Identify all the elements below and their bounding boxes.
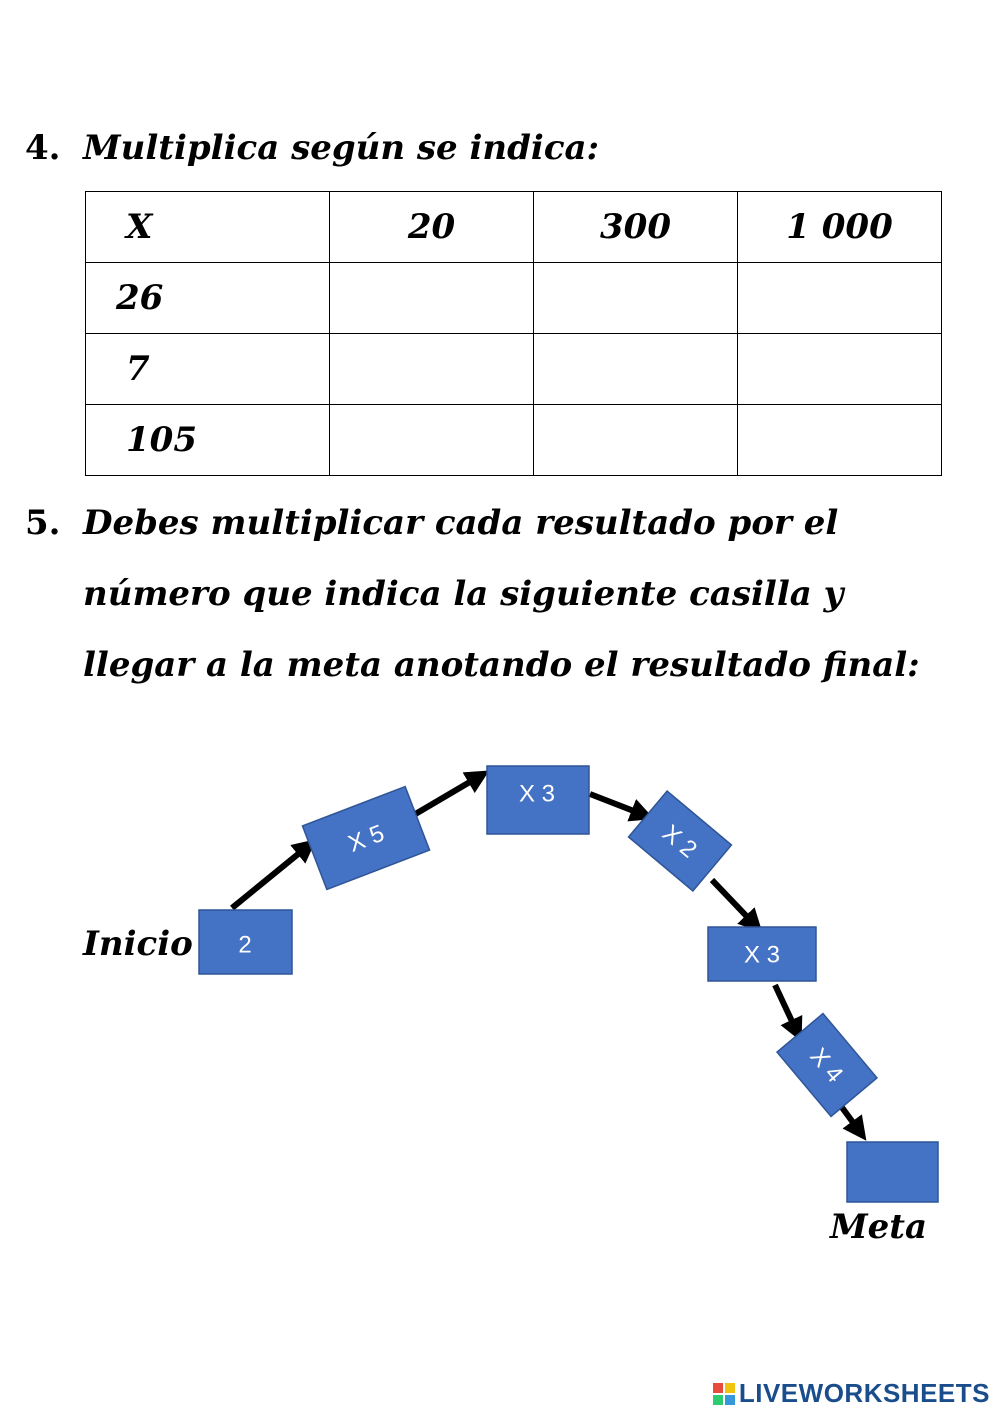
question-5-line: Debes multiplicar cada resultado por el xyxy=(83,503,839,543)
step-box xyxy=(708,927,816,981)
liveworksheets-logo xyxy=(713,1378,990,1409)
step-box-label: X 3 xyxy=(518,780,556,808)
start-label: Inicio xyxy=(83,924,193,964)
step-box-label: X 3 xyxy=(743,941,781,969)
step-box xyxy=(487,766,589,834)
path-arrow xyxy=(232,846,308,908)
path-arrow xyxy=(412,776,480,816)
table-row-header: 105 xyxy=(86,405,330,476)
start-box xyxy=(199,910,292,974)
step-box-label: X 2 xyxy=(656,819,702,864)
question-5-line: número que indica la siguiente casilla y xyxy=(83,574,844,614)
table-header-col: 1 000 xyxy=(738,192,942,263)
question-4-number: 4. xyxy=(25,128,61,168)
final-answer-input[interactable] xyxy=(850,1146,939,1200)
step-box xyxy=(629,791,732,891)
step-box xyxy=(302,787,429,890)
logo-icon xyxy=(713,1383,735,1405)
step-box-label: X 4 xyxy=(804,1043,849,1089)
table-row-header: 26 xyxy=(86,263,330,334)
question-5-line: llegar a la meta anotando el resultado final: xyxy=(83,645,920,685)
logo-text: LIVEWORKSHEETS xyxy=(738,1378,990,1408)
table-header-operator: X xyxy=(86,192,330,263)
table-header-col: 20 xyxy=(330,192,534,263)
question-5-number: 5. xyxy=(25,503,61,543)
step-box-label: X 5 xyxy=(344,819,388,858)
path-arrow xyxy=(775,985,797,1032)
path-arrow xyxy=(590,794,644,815)
goal-label: Meta xyxy=(830,1207,928,1247)
table-row-header: 7 xyxy=(86,334,330,405)
step-box xyxy=(777,1014,877,1117)
table-header-col: 300 xyxy=(534,192,738,263)
start-box-label: 2 xyxy=(238,931,252,959)
question-4-text: Multiplica según se indica: xyxy=(83,128,600,168)
path-arrow xyxy=(712,880,755,925)
